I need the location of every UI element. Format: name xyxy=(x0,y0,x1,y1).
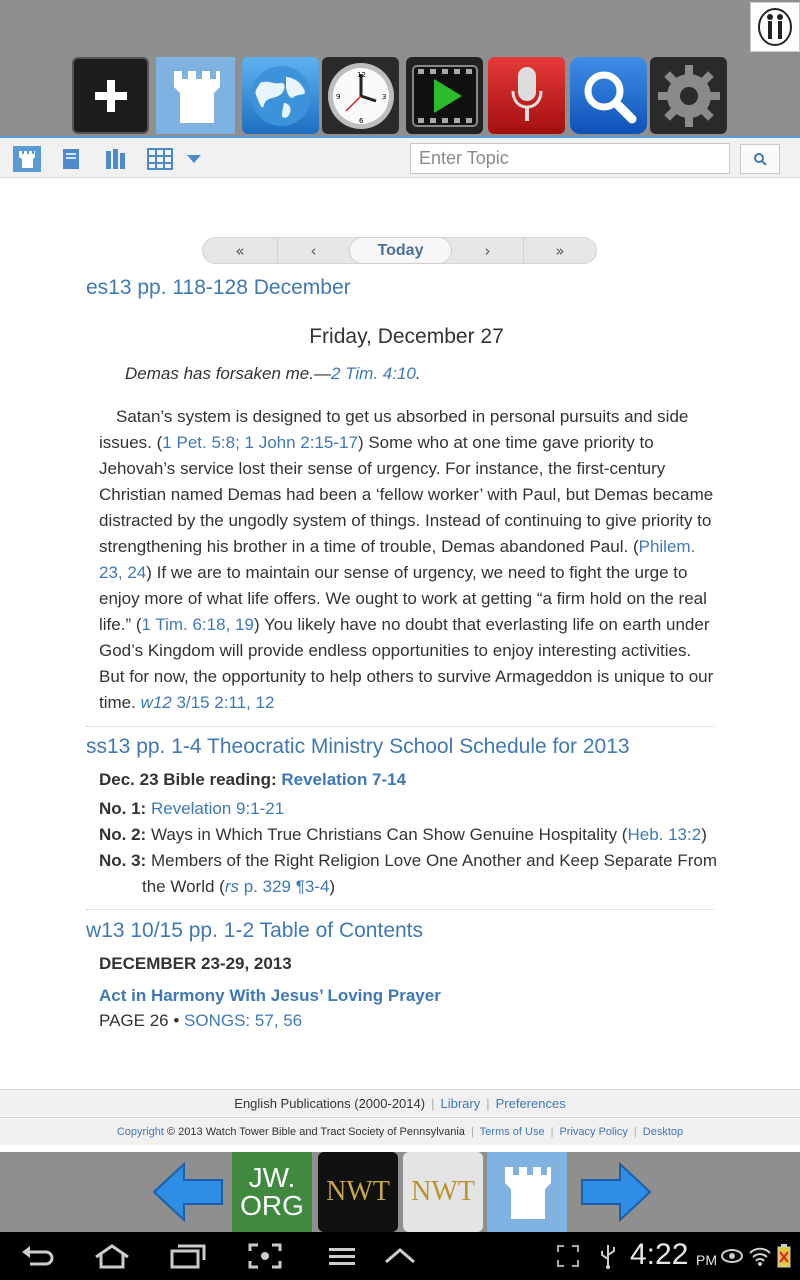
launcher-bar xyxy=(0,0,800,136)
daily-text-date: Friday, December 27 xyxy=(309,325,504,348)
books-icon xyxy=(104,147,128,171)
status-ampm: PM xyxy=(696,1252,717,1268)
footer-separator: | xyxy=(431,1095,435,1111)
reading-label: Dec. 23 Bible reading: xyxy=(99,770,277,789)
screenshot-button[interactable] xyxy=(245,1240,285,1272)
tower-icon xyxy=(17,149,37,169)
main-content xyxy=(0,179,800,1089)
comment-part-1: Satan’s system is designed to get us absorbed in personal pursuits and side issues. ( xyxy=(99,407,689,452)
footer-separator: | xyxy=(486,1095,490,1111)
menu-icon xyxy=(327,1246,357,1266)
source-pub-link[interactable]: w12 xyxy=(140,693,172,712)
svg-text:9: 9 xyxy=(335,92,340,101)
home-tower-tab[interactable] xyxy=(13,146,41,172)
footer-separator: | xyxy=(550,1125,554,1138)
search-icon xyxy=(753,152,767,166)
footer-library-link[interactable]: Library xyxy=(440,1095,481,1111)
clock-icon xyxy=(326,61,396,131)
reading-link[interactable]: Revelation 7-14 xyxy=(281,770,407,789)
footer-preferences-link[interactable]: Preferences xyxy=(495,1095,566,1111)
video-button[interactable] xyxy=(406,57,483,134)
assignment-3 xyxy=(99,851,717,871)
toc-page: PAGE 26 • xyxy=(99,1011,185,1030)
app-logo-icon[interactable] xyxy=(750,2,800,52)
wifi-icon xyxy=(746,1240,774,1272)
no2-end: ) xyxy=(701,825,707,844)
eye-icon xyxy=(718,1240,746,1272)
toc-week: DECEMBER 23-29, 2013 xyxy=(99,954,292,973)
recents-icon xyxy=(170,1243,206,1269)
svg-text:6: 6 xyxy=(358,116,363,125)
scripture-link-1[interactable]: 1 Pet. 5:8; 1 John 2:15-17 xyxy=(162,433,358,452)
tower-icon xyxy=(501,1163,553,1221)
plus-icon xyxy=(91,76,131,116)
add-button[interactable] xyxy=(72,57,149,134)
arrow-left-icon xyxy=(150,1160,226,1224)
screenshot-icon xyxy=(248,1243,282,1269)
assignment-3-cont xyxy=(142,877,335,897)
no3-text2: the World ( xyxy=(142,877,225,896)
home-icon xyxy=(92,1243,132,1269)
tower-icon xyxy=(170,67,222,125)
microphone-icon xyxy=(507,63,547,129)
comment-part-2: ) Some who at one time gave priority to Jehovah’s service lost their sense of urgency. For instance, the first-century Christian named Demas had been a ‘fellow worker’ with Paul, but Demas became distracted by the ungodly system of things. Instead of continuing to give priority to strengthening his brother in a time of trouble, Demas abandoned Paul. ( xyxy=(99,433,714,556)
pager-today-button[interactable]: Today xyxy=(349,237,452,264)
comment-part-4: ) You likely have no doubt that everlasting life on earth under God’s Kingdom will provide endless opportunities to enjoy interesting activities. But for now, the opportunity to help others to survive Armageddon is unique to our time. xyxy=(99,615,714,712)
clock-button[interactable] xyxy=(322,57,399,134)
no1-label: No. 1: xyxy=(99,799,147,818)
menu-button[interactable] xyxy=(322,1240,362,1272)
library-tower-app-button[interactable] xyxy=(487,1152,567,1232)
system-home-button[interactable] xyxy=(92,1240,132,1272)
back-arrow-button[interactable] xyxy=(148,1152,228,1232)
back-icon xyxy=(20,1244,56,1268)
globe-icon xyxy=(248,63,314,129)
svg-text:3: 3 xyxy=(381,92,386,101)
theme-scripture-link[interactable]: 2 Tim. 4:10 xyxy=(330,364,416,383)
system-recents-button[interactable] xyxy=(168,1240,208,1272)
forward-arrow-button[interactable] xyxy=(576,1152,656,1232)
footer-separator: | xyxy=(633,1125,637,1138)
source-ref-link[interactable]: 3/15 2:11, 12 xyxy=(171,693,275,712)
bottom-app-bar xyxy=(0,1152,800,1232)
toc-title-link[interactable]: w13 10/15 pp. 1-2 Table of Contents xyxy=(86,919,424,942)
scripture-link-2[interactable]: Philem. 23, 24 xyxy=(99,537,696,582)
footer-legal xyxy=(0,1117,800,1145)
library-tower-button[interactable] xyxy=(156,57,235,134)
svg-text:12: 12 xyxy=(356,70,366,79)
no1-link[interactable]: Revelation 9:1-21 xyxy=(150,799,285,818)
jw-org-button[interactable] xyxy=(232,1152,312,1232)
book-icon xyxy=(61,147,81,171)
bookshelf-tab[interactable] xyxy=(102,146,130,172)
date-pager xyxy=(202,237,597,264)
pager-next-button[interactable]: › xyxy=(452,238,524,263)
no3-ref-link[interactable]: p. 329 ¶3-4 xyxy=(239,877,330,896)
pager-first-button[interactable]: « xyxy=(235,241,245,260)
status-clock: 4:22 xyxy=(630,1238,689,1271)
search-app-button[interactable] xyxy=(570,57,647,134)
toolbar xyxy=(0,136,800,178)
no2-link[interactable]: Heb. 13:2 xyxy=(627,825,702,844)
toc-page-line xyxy=(99,1011,302,1031)
magnifier-icon xyxy=(579,66,639,126)
toc-songs-link[interactable]: SONGS: 57, 56 xyxy=(184,1011,303,1030)
desktop-link[interactable]: Desktop xyxy=(642,1125,684,1138)
bible-reading-line xyxy=(99,770,406,790)
school-schedule-title-link[interactable]: ss13 pp. 1-4 Theocratic Ministry School Schedule for 2013 xyxy=(86,735,630,758)
no2-label: No. 2: xyxy=(99,825,147,844)
divider xyxy=(86,909,714,910)
assignment-1 xyxy=(99,799,284,819)
grid-tab[interactable] xyxy=(146,146,174,172)
grid-icon xyxy=(147,148,173,170)
toc-article-link[interactable]: Act in Harmony With Jesus’ Loving Prayer xyxy=(99,986,441,1005)
arrow-right-icon xyxy=(578,1160,654,1224)
privacy-link[interactable]: Privacy Policy xyxy=(559,1125,628,1138)
gear-icon xyxy=(654,61,724,131)
footer-publications: English Publications (2000-2014) xyxy=(234,1095,426,1111)
divider xyxy=(86,726,714,727)
no3-text: Members of the Right Religion Love One Another and Keep Separate From xyxy=(150,851,718,870)
chevron-down-icon xyxy=(187,155,201,163)
copyright-link[interactable]: Copyright xyxy=(116,1125,164,1138)
nwt-light-button[interactable] xyxy=(403,1152,483,1232)
usb-icon xyxy=(588,1240,628,1272)
battery-icon xyxy=(772,1240,796,1272)
copyright-text: © 2013 Watch Tower Bible and Tract Society of Pennsylvania xyxy=(167,1125,465,1138)
assignment-2 xyxy=(99,825,707,845)
topic-search-input[interactable] xyxy=(410,143,730,174)
nwt-light-label: NWT xyxy=(411,1176,475,1207)
audio-button[interactable] xyxy=(488,57,565,134)
theme-text: Demas has forsaken me.— xyxy=(125,364,331,383)
no3-pub-link[interactable]: rs xyxy=(224,877,239,896)
daily-text-title-link[interactable]: es13 pp. 118-128 December xyxy=(86,276,351,299)
film-play-icon xyxy=(410,63,480,129)
publication-tab[interactable] xyxy=(57,146,85,172)
system-back-button[interactable] xyxy=(18,1240,58,1272)
jw-line2: ORG xyxy=(240,1190,304,1221)
daily-text-theme xyxy=(125,364,421,384)
scripture-link-3[interactable]: 1 Tim. 6:18, 19 xyxy=(141,615,254,634)
no2-text: Ways in Which True Christians Can Show Genuine Hospitality ( xyxy=(150,825,628,844)
dropdown-toggle[interactable] xyxy=(182,146,206,172)
system-nav-bar xyxy=(0,1232,800,1280)
theme-end: . xyxy=(415,364,421,383)
expand-status-icon xyxy=(548,1240,588,1272)
daily-text-comment xyxy=(99,404,719,716)
comment-part-3: ) If we are to maintain our sense of urgency, we need to fight the urge to enjoy more of what life offers. We ought to work at getting “a firm hold on the real life.” ( xyxy=(99,563,707,634)
no3-label: No. 3: xyxy=(99,851,147,870)
topic-search-button[interactable] xyxy=(740,144,780,174)
quick-panel-button[interactable] xyxy=(380,1240,420,1272)
pager-prev-button[interactable]: ‹ xyxy=(277,238,349,263)
globe-button[interactable] xyxy=(242,57,319,134)
no3-end: ) xyxy=(329,877,336,896)
footer-nav xyxy=(0,1089,800,1116)
nwt-dark-button[interactable] xyxy=(318,1152,398,1232)
footer-separator: | xyxy=(470,1125,474,1138)
pager-last-button[interactable]: » xyxy=(555,241,565,260)
terms-link[interactable]: Terms of Use xyxy=(479,1125,545,1138)
settings-button[interactable] xyxy=(650,57,727,134)
jw-line1: JW. xyxy=(248,1162,296,1193)
chevron-up-icon xyxy=(384,1246,416,1266)
nwt-dark-label: NWT xyxy=(326,1176,390,1207)
